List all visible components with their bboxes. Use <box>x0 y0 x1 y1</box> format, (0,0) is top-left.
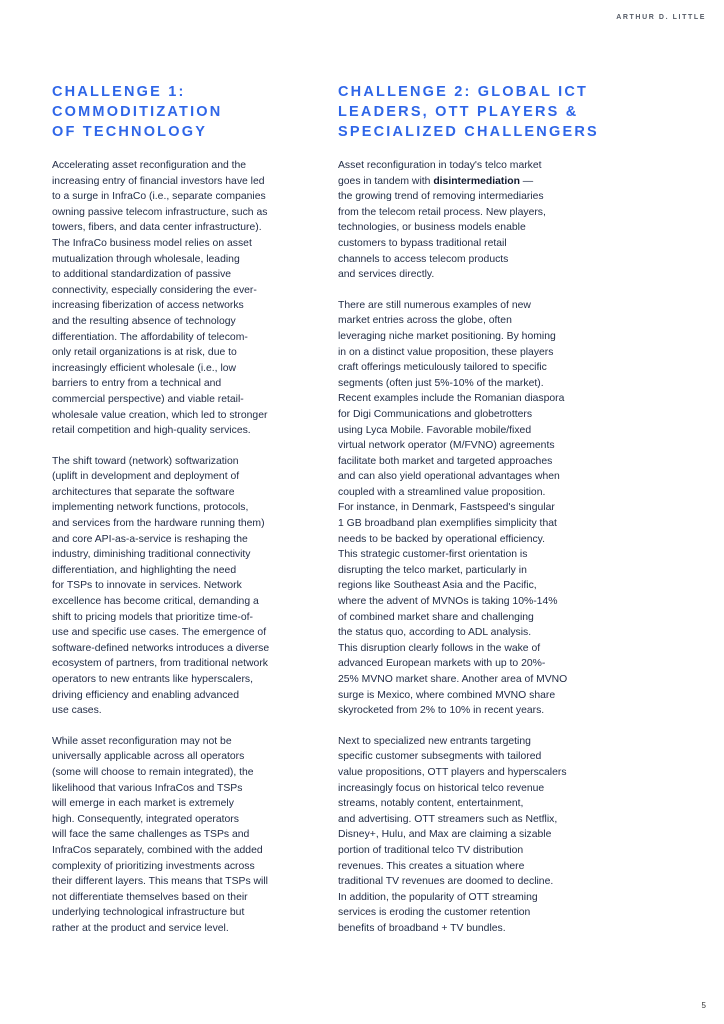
challenge-1-title <box>52 82 320 142</box>
text-line: streams, notably content, entertainment, <box>338 798 524 810</box>
text-line: and advertising. OTT streamers such as Netflix, <box>338 813 558 825</box>
text-line: driving efficiency and enabling advanced <box>52 689 239 701</box>
text-line: increasingly efficient wholesale (i.e., low <box>52 362 237 374</box>
text-line: Disney+, Hulu, and Max are claiming a sizable <box>338 829 552 841</box>
challenge-2-column <box>338 82 606 952</box>
text-line: will emerge in each market is extremely <box>52 798 234 810</box>
text-line: software-defined networks introduces a diverse <box>52 642 270 654</box>
text-run: goes in tandem with <box>338 175 434 187</box>
text-line: in on a distinct value proposition, these players <box>338 346 554 358</box>
text-line: use cases. <box>52 705 102 717</box>
text-run: — <box>519 175 534 187</box>
text-line: InfraCos separately, combined with the added <box>52 844 263 856</box>
text-line: owning passive telecom infrastructure, such as <box>52 206 268 218</box>
text-line: architectures that separate the software <box>52 486 235 498</box>
title-line: SPECIALIZED CHALLENGERS <box>338 124 599 140</box>
paragraph-disintermediation <box>338 158 606 283</box>
text-line: disrupting the telco market, particularly in <box>338 564 527 576</box>
challenge-2-body <box>338 158 606 937</box>
text-line: not differentiate themselves based on their <box>52 891 248 903</box>
text-line: increasing entry of financial investors have led <box>52 175 265 187</box>
text-line: to a surge in InfraCo (i.e., separate companies <box>52 191 266 203</box>
title-line: COMMODITIZATION <box>52 104 223 120</box>
text-line: barriers to entry from a technical and <box>52 378 222 390</box>
text-line: craft offerings meticulously tailored to specific <box>338 362 547 374</box>
text-line: traditional TV revenues are doomed to decline. <box>338 876 554 888</box>
text-line: use and specific use cases. The emergence of <box>52 627 267 639</box>
text-line: This strategic customer-first orientation is <box>338 549 528 561</box>
text-line: customers to bypass traditional retail <box>338 237 507 249</box>
text-line: facilitate both market and targeted approaches <box>338 455 553 467</box>
text-line: underlying technological infrastructure but <box>52 907 245 919</box>
text-line: technologies, or business models enable <box>338 222 526 234</box>
challenge-1-column <box>52 82 320 952</box>
text-line <box>338 174 606 190</box>
text-line: regions like Southeast Asia and the Pacific, <box>338 580 537 592</box>
text-line: For instance, in Denmark, Fastspeed's singular <box>338 502 555 514</box>
text-line: increasing fiberization of access networks <box>52 300 244 312</box>
text-line: commercial perspective) and viable retail- <box>52 393 244 405</box>
text-line: virtual network operator (M/FVNO) agreements <box>338 440 555 452</box>
text-line: for Digi Communications and globetrotters <box>338 408 533 420</box>
text-line: towers, fibers, and data center infrastructure). <box>52 222 262 234</box>
text-line: The shift toward (network) softwarization <box>52 455 239 467</box>
text-line: segments (often just 5%-10% of the market). <box>338 377 544 389</box>
text-line: and the resulting absence of technology <box>52 315 236 327</box>
text-line: value propositions, OTT players and hyperscalers <box>338 766 567 778</box>
text-line: mutualization through wholesale, leading <box>52 253 240 265</box>
text-line: benefits of broadband + TV bundles. <box>338 922 506 934</box>
text-line: surge is Mexico, where combined MVNO share <box>338 689 556 701</box>
text-line: operators to new entrants like hyperscalers, <box>52 674 253 685</box>
text-line: implementing network functions, protocols, <box>52 502 249 514</box>
text-line: complexity of prioritizing investments across <box>52 860 255 872</box>
text-line: needs to be backed by operational efficiency. <box>338 533 545 545</box>
text-line: Asset reconfiguration in today's telco market <box>338 160 542 171</box>
text-line: This disruption clearly follows in the wake of <box>338 642 541 654</box>
text-line: connectivity, especially considering the ever- <box>52 284 257 296</box>
text-line: excellence has become critical, demanding a <box>52 596 259 608</box>
text-line: revenues. This creates a situation where <box>338 860 525 872</box>
text-line: for TSPs to innovate in services. Network <box>52 580 242 592</box>
title-line: CHALLENGE 2: GLOBAL ICT <box>338 84 589 100</box>
paragraph <box>338 734 606 937</box>
brand-header: ARTHUR D. LITTLE <box>616 14 706 21</box>
text-line: services is eroding the customer retention <box>338 907 531 919</box>
text-line: channels to access telecom products <box>338 253 509 265</box>
text-line: specific customer subsegments with tailored <box>338 751 542 763</box>
text-line: 1 GB broadband plan exemplifies simplicity that <box>338 518 557 530</box>
text-line: their different layers. This means that TSPs will <box>52 876 268 888</box>
text-line: ecosystem of partners, from traditional network <box>52 658 268 670</box>
text-line: high. Consequently, integrated operators <box>52 813 239 825</box>
text-line: shift to pricing models that prioritize time-of- <box>52 611 253 623</box>
text-line: portion of traditional telco TV distribution <box>338 844 524 856</box>
text-line: advanced European markets with up to 20%- <box>338 658 546 670</box>
text-line: and services from the hardware running them) <box>52 518 265 530</box>
text-line: and services directly. <box>338 269 435 281</box>
text-line: to additional standardization of passive <box>52 269 232 281</box>
text-line: Next to specialized new entrants targeting <box>338 735 531 747</box>
text-line: using Lyca Mobile. Favorable mobile/fixed <box>338 424 532 436</box>
title-line: CHALLENGE 1: <box>52 84 186 100</box>
text-line: the status quo, according to ADL analysis. <box>338 627 532 639</box>
bold-term: disintermediation <box>433 175 520 187</box>
text-line: Recent examples include the Romanian diaspora <box>338 393 565 405</box>
text-line: market entries across the globe, often <box>338 315 512 327</box>
text-line: likelihood that various InfraCos and TSPs <box>52 782 243 794</box>
paragraph <box>52 158 320 439</box>
text-line: increasingly focus on historical telco revenue <box>338 782 545 794</box>
text-line: The InfraCo business model relies on asset <box>52 237 252 249</box>
text-line: There are still numerous examples of new <box>338 299 531 311</box>
text-line: from the telecom retail process. New players, <box>338 206 546 218</box>
text-line: universally applicable across all operators <box>52 751 245 763</box>
text-line: retail competition and high-quality services. <box>52 425 251 437</box>
text-line: leveraging niche market positioning. By homing <box>338 330 556 342</box>
text-line: and can also yield operational advantages when <box>338 471 560 483</box>
text-line: skyrocketed from 2% to 10% in recent years. <box>338 705 545 717</box>
text-line: (some will choose to remain integrated), the <box>52 766 254 778</box>
paragraph <box>52 734 320 937</box>
text-line: wholesale value creation, which led to stronger <box>52 409 268 421</box>
paragraph <box>52 454 320 719</box>
text-line: industry, diminishing traditional connectivity <box>52 549 251 561</box>
text-line: and core API-as-a-service is reshaping the <box>52 533 248 545</box>
text-line: of combined market share and challenging <box>338 611 534 623</box>
text-line: (uplift in development and deployment of <box>52 471 240 483</box>
text-line: only retail organizations is at risk, due to <box>52 347 237 359</box>
paragraph <box>338 298 606 719</box>
text-line: rather at the product and service level. <box>52 922 229 934</box>
text-line: coupled with a streamlined value proposition. <box>338 486 546 498</box>
text-line: will face the same challenges as TSPs and <box>52 829 250 841</box>
text-line: the growing trend of removing intermediaries <box>338 191 544 203</box>
title-line: LEADERS, OTT PLAYERS & <box>338 104 579 120</box>
text-line: differentiation, and highlighting the need <box>52 564 237 576</box>
text-line: While asset reconfiguration may not be <box>52 735 232 747</box>
challenge-1-body <box>52 158 320 937</box>
title-line: OF TECHNOLOGY <box>52 124 208 140</box>
page-number: 5 <box>701 1001 706 1010</box>
challenge-2-title <box>338 82 606 142</box>
text-line: differentiation. The affordability of telecom- <box>52 331 248 343</box>
text-line: where the advent of MVNOs is taking 10%-14% <box>338 596 558 608</box>
text-line: In addition, the popularity of OTT streaming <box>338 891 538 903</box>
text-line: 25% MVNO market share. Another area of MVNO <box>338 674 568 685</box>
text-line: Accelerating asset reconfiguration and the <box>52 160 247 171</box>
